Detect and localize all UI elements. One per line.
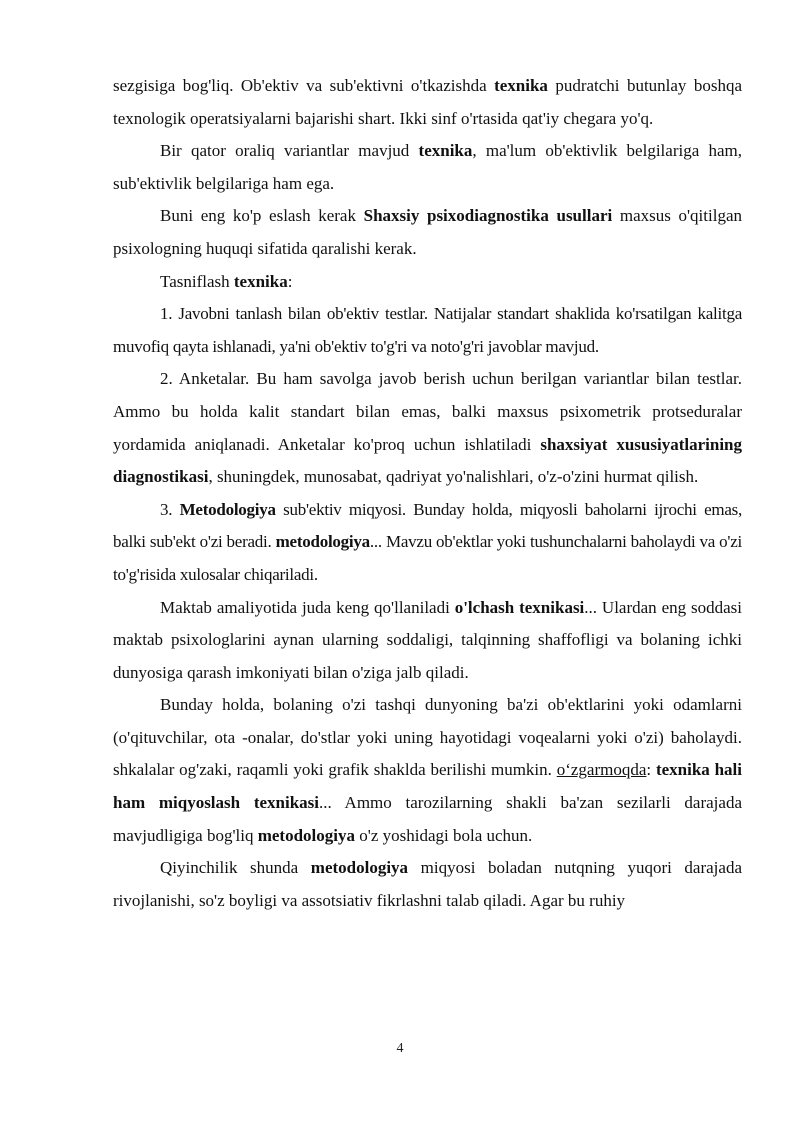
text-run: 3. bbox=[160, 499, 180, 519]
page-number: 4 bbox=[396, 1041, 404, 1056]
paragraph bbox=[113, 298, 742, 363]
bold-term: texnika bbox=[494, 76, 548, 95]
bold-term: texnika hali ham miqyoslash texnikasi bbox=[113, 760, 742, 813]
bold-term: shaxsiyat xususiyatlarining diagnostikasi bbox=[113, 434, 742, 487]
text-run: Buni eng ko'p eslash kerak bbox=[160, 206, 364, 226]
paragraph bbox=[113, 70, 742, 135]
text-run: sezgisiga bog'liq. Ob'ektiv va sub'ektivni o'tkazishda bbox=[113, 76, 495, 95]
paragraph bbox=[113, 135, 742, 200]
text-run: maxsus o'qitilgan psixologning huquqi sifatida qaralishi kerak. bbox=[113, 206, 742, 258]
text-run: Bir qator oraliq variantlar mavjud bbox=[160, 141, 419, 161]
text-run: Tasniflash bbox=[160, 271, 234, 291]
bold-term: metodologiya bbox=[275, 532, 370, 552]
bold-term: Shaxsiy psixodiagnostika usullari bbox=[363, 206, 613, 226]
paragraph bbox=[113, 494, 742, 592]
underlined-term: o‘zgarmoqda bbox=[556, 760, 647, 780]
text-run: Qiyinchilik shunda bbox=[160, 858, 311, 878]
text-run: Maktab amaliyotida juda keng qo'llaniladi bbox=[160, 597, 455, 617]
text-run: miqyosi boladan nutqning yuqori darajada rivojlanishi, so'z boyligi va assotsiativ fikrlashni talab qiladi. Agar bu ruhiy bbox=[113, 858, 742, 910]
bold-term: metodologiya bbox=[310, 858, 409, 878]
text-run: 2. Anketalar. Bu ham savolga javob berish uchun berilgan variantlar bilan testlar. Ammo bu holda kalit standart bilan emas, balki maxsus psixometrik protseduralar yordamida aniqlanadi. Anketalar ko'proq uchun ishlatiladi bbox=[113, 369, 742, 454]
text-run: , ma'lum ob'ektivlik belgilariga ham, sub'ektivlik belgilariga ham ega. bbox=[113, 141, 742, 193]
text-run: pudratchi butunlay boshqa texnologik operatsiyalarni bajarishi shart. Ikki sinf o'rtasida qat'iy chegara yo'q. bbox=[113, 76, 743, 128]
paragraph bbox=[113, 363, 742, 493]
paragraph bbox=[113, 689, 742, 852]
text-run: ... Ammo tarozilarning shakli ba'zan sezilarli darajada mavjudligiga bog'liq bbox=[113, 793, 742, 845]
text-run: Bunday holda, bolaning o'zi tashqi dunyoning ba'zi ob'ektlarini yoki odamlarni (o'qituvchilar, ota -onalar, do'stlar yoki uning hayotidagi voqealarni yoki o'zi) baholaydi. shkalalar og'zaki, raqamli yoki grafik shaklda berilishi mumkin. bbox=[113, 695, 742, 780]
bold-term: texnika bbox=[418, 141, 473, 161]
text-run: 1. Javobni tanlash bilan ob'ektiv testlar. Natijalar standart shaklida ko'rsatilgan kalitga muvofiq qayta ishlanadi, ya'ni ob'ektiv to'g'ri va noto'g'ri javoblar mavjud. bbox=[113, 304, 742, 356]
text-run: : bbox=[287, 271, 293, 291]
text-run: ... Ulardan eng soddasi maktab psixologlarini aynan ularning soddaligi, talqinning shaffofligi va bolaning ichki dunyosiga qarash imkoniyati bilan o'ziga jalb qiladi. bbox=[113, 597, 743, 682]
bold-term: Metodologiya bbox=[179, 499, 276, 519]
text-run: ... Mavzu ob'ektlar yoki tushunchalarni baholaydi va o'zi to'g'risida xulosalar chiqariladi. bbox=[113, 532, 742, 584]
text-run: : bbox=[646, 760, 656, 780]
text-run: o'z yoshidagi bola uchun. bbox=[355, 825, 533, 845]
bold-term: metodologiya bbox=[257, 825, 355, 845]
document-body bbox=[113, 70, 742, 917]
bold-term: o'lchash texnikasi bbox=[454, 597, 585, 617]
text-run: sub'ektiv miqyosi. Bunday holda, miqyosli baholarni ijrochi emas, balki sub'ekt o'zi beradi. bbox=[113, 499, 742, 552]
paragraph bbox=[113, 852, 742, 917]
paragraph bbox=[113, 266, 742, 299]
bold-term: texnika bbox=[233, 271, 288, 291]
paragraph bbox=[113, 200, 742, 265]
paragraph bbox=[113, 592, 742, 690]
text-run: , shuningdek, munosabat, qadriyat yo'nalishlari, o'z-o'zini hurmat qilish. bbox=[208, 467, 699, 487]
